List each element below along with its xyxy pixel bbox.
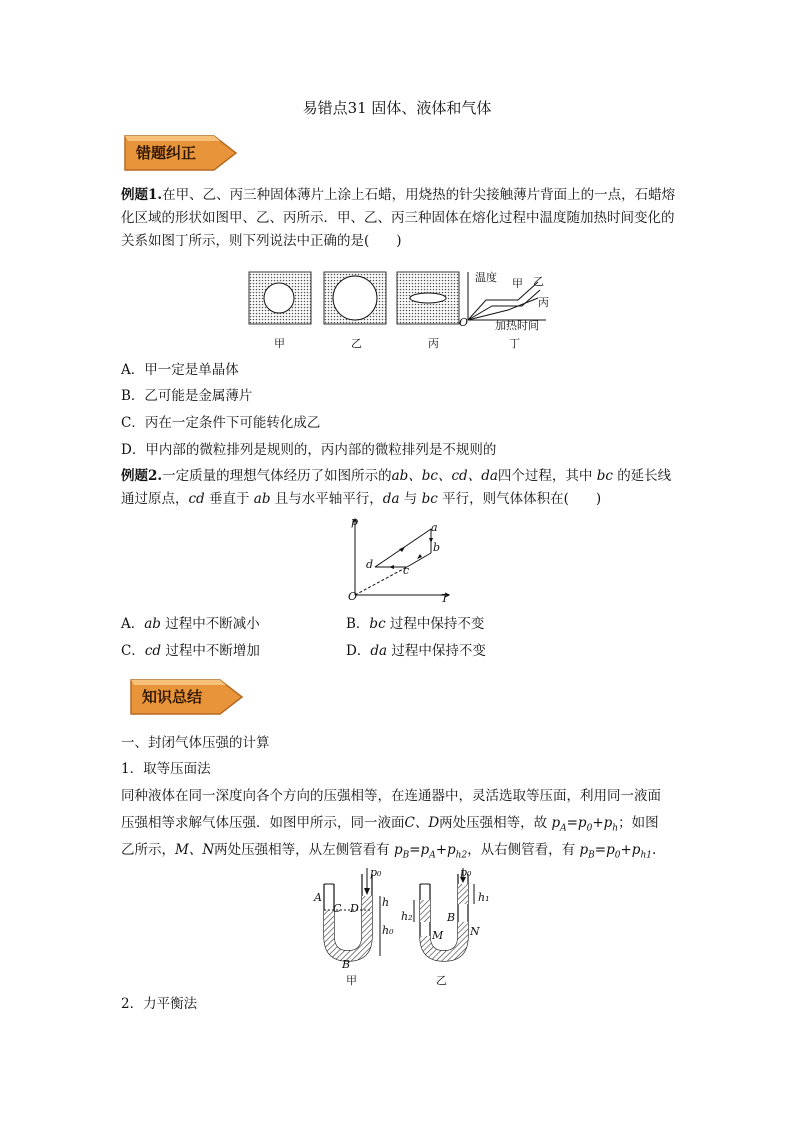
para-l3g: . — [651, 842, 657, 858]
graph-ylabel: 温度 — [475, 271, 497, 284]
jia-label-p0: p₀ — [370, 866, 382, 879]
section-label-summary: 知识总结 — [142, 688, 203, 706]
example1-text — [121, 184, 681, 253]
yi-label-M: M — [432, 929, 444, 942]
para-l3a: 乙所示， — [121, 842, 175, 858]
yi-label-h1: h₁ — [478, 891, 490, 904]
pT-diagram — [345, 515, 455, 605]
u-caption-yi: 乙 — [436, 974, 447, 987]
u-caption-jia: 甲 — [346, 974, 357, 987]
summary-sub-2: 2．力平衡法 — [121, 996, 198, 1012]
jia-label-B: B — [342, 958, 351, 971]
para-l3f: $p_B=p_0+p_{h1}$ — [579, 842, 652, 861]
opt-a-it: ab — [144, 616, 161, 632]
jia-label-A: A — [314, 891, 322, 904]
example1-option-d: D．甲内部的微粒排列是规则的，丙内部的微粒排列是不规则的 — [121, 442, 497, 458]
series-label-jia: 甲 — [512, 277, 523, 290]
opt-d-pre: D． — [346, 643, 371, 659]
example2-text-g: 平行，则气体体积在( ) — [442, 491, 602, 507]
example1-option-c: C．丙在一定条件下可能转化成乙 — [121, 415, 321, 431]
para-l2e: ；如图 — [618, 815, 659, 831]
opt-c-it: cd — [144, 643, 162, 659]
jia-label-h0: h₀ — [382, 924, 394, 937]
point-d: d — [366, 558, 374, 571]
summary-heading-1: 一、封闭气体压强的计算 — [121, 735, 270, 751]
caption-ding: 丁 — [509, 337, 520, 350]
example2-bc: bc — [596, 468, 613, 484]
example1-label: 例题1. — [121, 187, 163, 203]
summary-sub-1: 1．取等压面法 — [121, 761, 211, 777]
u-tube-figure — [310, 866, 490, 971]
opt-a-post: 过程中不断减小 — [160, 616, 260, 632]
axis-T: T — [441, 592, 449, 605]
para-l3d: $p_B=p_A+p_{h2}$ — [393, 842, 468, 861]
caption-jia: 甲 — [274, 337, 285, 350]
opt-b-pre: B． — [346, 616, 370, 632]
example2-text-c: 的延长线通过原点， — [121, 468, 672, 507]
example2-text — [121, 465, 681, 511]
opt-b-post: 过程中保持不变 — [385, 616, 485, 632]
caption-yi: 乙 — [351, 337, 362, 350]
example1-option-b: B．乙可能是金属薄片 — [121, 388, 253, 404]
example1-body: 在甲、乙、丙三种固体薄片上涂上石蜡，用烧热的针尖接触薄片背面上的一点，石蜡熔化区域的形状如图甲、乙、丙所示．甲、乙、丙三种固体在熔化过程中温度随加热时间变化的关系如图丁所示，则下列说法中正确的是( ) — [121, 187, 676, 249]
plate-jia — [249, 272, 311, 324]
summary-para-line-1: 同种液体在同一深度向各个方向的压强相等，在连通器中，灵活选取等压面，利用同一液面 — [121, 788, 661, 804]
graph-xlabel: 加热时间 — [495, 319, 539, 332]
para-l2d: $p_A=p_0+p_h$ — [551, 815, 619, 834]
para-l2a: 压强相等求解气体压强．如图甲所示，同一液面 — [121, 815, 405, 831]
u-tube-yi — [414, 868, 474, 961]
jia-label-D: D — [350, 902, 359, 915]
point-b: b — [433, 541, 441, 554]
section-banner-errors — [122, 133, 242, 173]
yi-label-p0: p₀ — [460, 866, 472, 879]
opt-c-post: 过程中不断增加 — [161, 643, 260, 659]
caption-bing: 丙 — [428, 337, 439, 350]
example2-text-a: 一定质量的理想气体经历了如图所示的 — [162, 468, 392, 484]
jia-label-C: C — [333, 902, 342, 915]
example2-option-c — [121, 639, 260, 659]
axis-p: p — [351, 515, 359, 528]
series-label-bing: 丙 — [538, 296, 549, 309]
opt-c-pre: C． — [121, 643, 145, 659]
yi-label-B: B — [447, 911, 456, 924]
example2-text-e: 且与水平轴平行， — [274, 491, 383, 507]
page-title: 易错点31 固体、液体和气体 — [302, 99, 492, 117]
example2-da: da — [382, 491, 400, 507]
example2-option-b — [346, 612, 484, 632]
section-label-errors: 错题纠正 — [136, 144, 197, 162]
opt-d-post: 过程中保持不变 — [387, 643, 486, 659]
example2-option-d — [346, 639, 486, 659]
para-l2c: 两处压强相等，故 — [439, 815, 548, 831]
para-l3b: M、N — [175, 842, 215, 858]
para-l3e: ，从右侧管看，有 — [467, 842, 576, 858]
yi-label-N: N — [470, 925, 480, 938]
example2-text-f: 与 — [403, 491, 418, 507]
para-l2b: C、D — [404, 815, 440, 831]
opt-d-it: da — [370, 643, 388, 659]
summary-para-line-3 — [121, 838, 656, 861]
graph-origin: O — [459, 316, 469, 329]
opt-b-it: bc — [369, 616, 386, 632]
example2-label: 例题2. — [121, 468, 163, 484]
yi-label-h2: h₂ — [401, 910, 413, 923]
example2-text-d: 垂直于 — [209, 491, 250, 507]
example2-cd: cd — [188, 491, 205, 507]
example2-option-a — [121, 612, 260, 632]
summary-para-line-2 — [121, 811, 659, 834]
plate-bing — [397, 272, 459, 324]
opt-a-pre: A． — [121, 616, 145, 632]
jia-label-h: h — [382, 896, 390, 909]
example2-processes: ab、bc、cd、da — [391, 468, 498, 484]
example2-bc-2: bc — [421, 491, 438, 507]
series-label-yi: 乙 — [533, 275, 544, 288]
section-banner-summary — [128, 677, 248, 717]
point-a: a — [431, 521, 438, 534]
axis-origin: O — [348, 590, 358, 603]
example2-text-b: 四个过程，其中 — [497, 468, 593, 484]
para-l3c: 两处压强相等，从左侧管看有 — [214, 842, 390, 858]
plate-yi — [324, 272, 386, 324]
point-c: c — [403, 564, 410, 577]
example1-option-a: A．甲一定是单晶体 — [121, 362, 239, 378]
example2-ab: ab — [253, 491, 271, 507]
